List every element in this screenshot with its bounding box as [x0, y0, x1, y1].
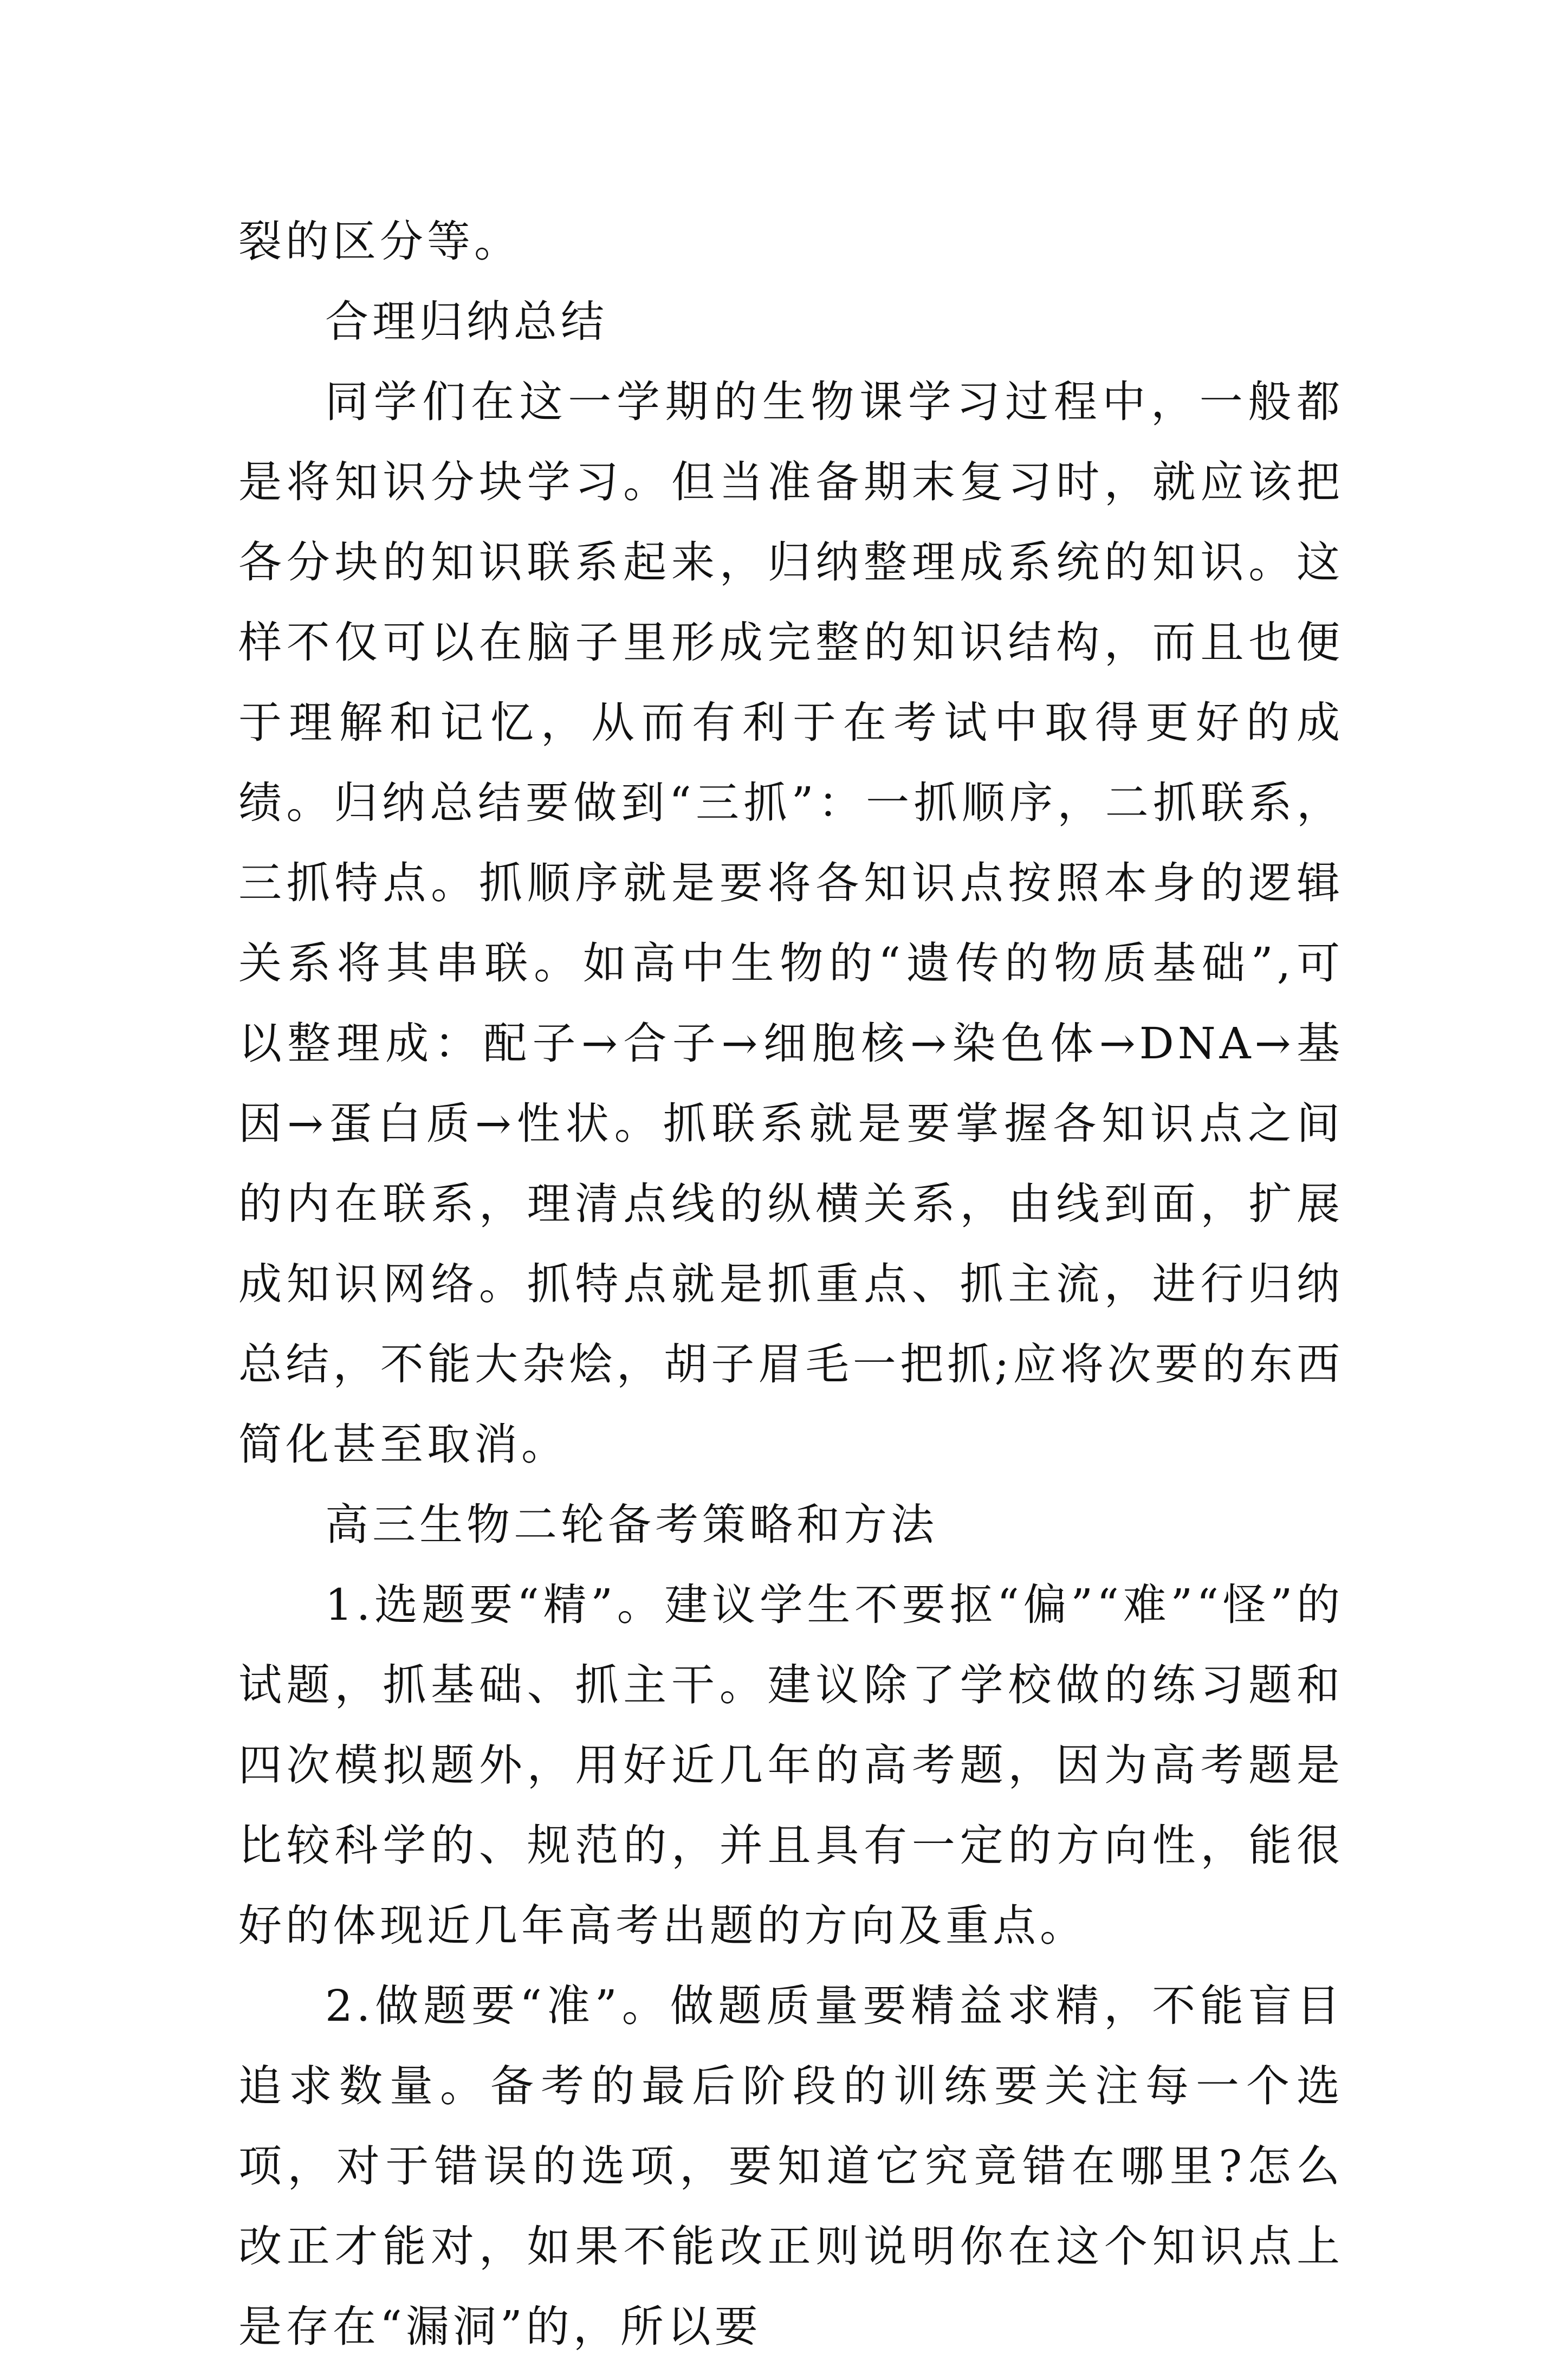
- paragraph-item-1: 1.选题要“精”。建议学生不要抠“偏”“难”“怪”的试题，抓基础、抓主干。建议除了学校做的练习题和四次模拟题外，用好近几年的高考题，因为高考题是比较科学的、规范的，并且具有一定的方向性，能很好的体现近几年高考出题的方向及重点。: [238, 1580, 1344, 1951]
- paragraph-continuation: 裂的区分等。: [238, 216, 521, 267]
- section-heading-summary: 合理归纳总结: [325, 296, 608, 347]
- paragraph-summary: 同学们在这一学期的生物课学习过程中，一般都是将知识分块学习。但当准备期末复习时，就应该把各分块的知识联系起来，归纳整理成系统的知识。这样不仅可以在脑子里形成完整的知识结构，而且也便于理解和记忆，从而有利于在考试中取得更好的成绩。归纳总结要做到“三抓”：一抓顺序，二抓联系，三抓特点。抓顺序就是要将各知识点按照本身的逻辑关系将其串联。如高中生物的“遗传的物质基础”,可以整理成：配子→合子→细胞核→染色体→DNA→基因→蛋白质→性状。抓联系就是要掌握各知识点之间的内在联系，理清点线的纵横关系，由线到面，扩展成知识网络。抓特点就是抓重点、抓主流，进行归纳总结，不能大杂烩，胡子眉毛一把抓;应将次要的东西简化甚至取消。: [238, 377, 1344, 1470]
- section-heading-strategy: 高三生物二轮备考策略和方法: [325, 1499, 938, 1550]
- document-body: [238, 202, 1344, 2367]
- paragraph-item-2: 2.做题要“准”。做题质量要精益求精，不能盲目追求数量。备考的最后阶段的训练要关注每一个选项，对于错误的选项，要知道它究竟错在哪里?怎么改正才能对，如果不能改正则说明你在这个知识点上是存在“漏洞”的，所以要: [238, 1981, 1344, 2352]
